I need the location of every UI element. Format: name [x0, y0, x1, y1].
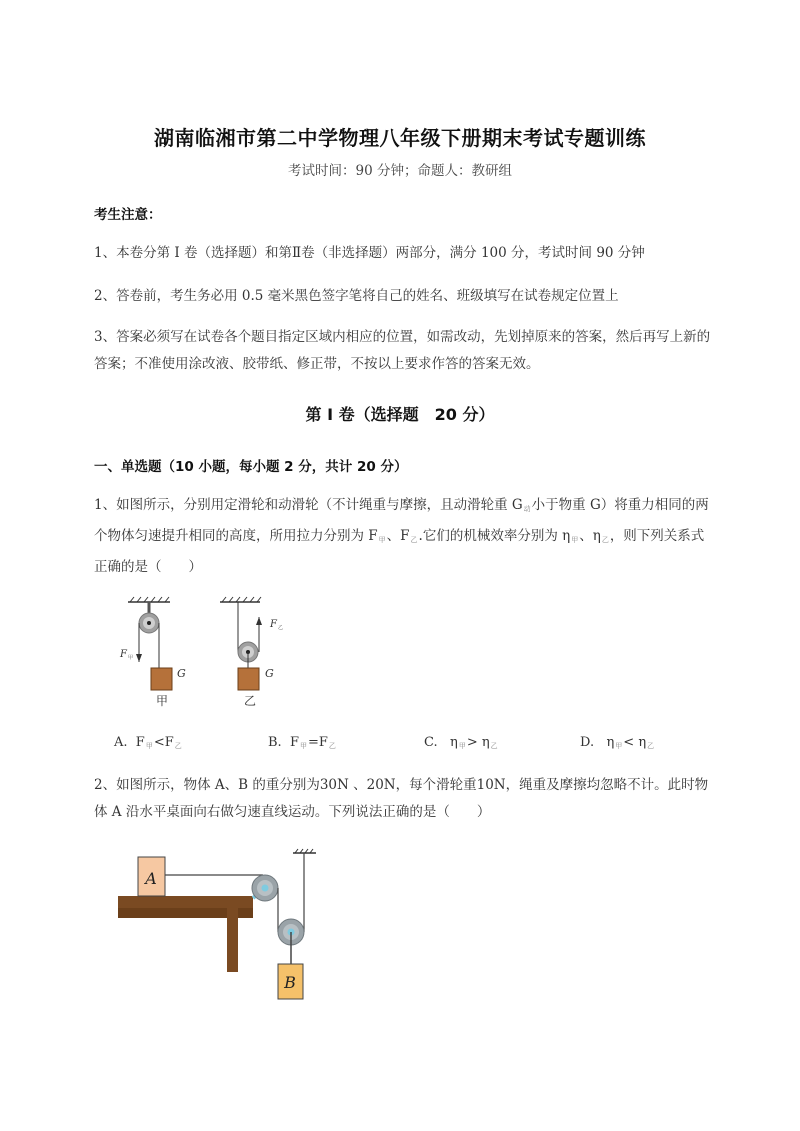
- page-title: 湖南临湘市第二中学物理八年级下册期末考试专题训练: [154, 126, 646, 150]
- exam-subtitle: 考试时间：90 分钟；命题人：教研组: [288, 163, 512, 179]
- notice-item-2: 2、答卷前，考生务必用 0.5 毫米黑色签字笔将自己的姓名、班级填写在试卷规定位置上: [94, 288, 619, 304]
- svg-text:G: G: [265, 667, 274, 680]
- fixed-pulley-diagram: [119, 597, 186, 690]
- section-title: 第 I 卷（选择题 20 分）: [305, 405, 495, 424]
- svg-text:甲: 甲: [128, 655, 134, 661]
- part-heading: 一、单选题（10 小题，每小题 2 分，共计 20 分）: [94, 459, 408, 475]
- svg-text:A: A: [145, 869, 157, 888]
- table-top: [118, 896, 253, 908]
- notice-item-1: 1、本卷分第 I 卷（选择题）和第Ⅱ卷（非选择题）两部分，满分 100 分，考试时间 90 分钟: [94, 245, 645, 261]
- figure-label-jia: 甲: [156, 694, 169, 708]
- pulley-figure-2: [110, 840, 340, 1010]
- svg-text:F: F: [120, 649, 127, 660]
- pulley-figure-1: [110, 592, 290, 692]
- notice-heading: 考生注意：: [94, 207, 162, 223]
- svg-text:F: F: [270, 619, 277, 630]
- option-c[interactable]: C. $\eta_甲> \eta_乙$: [424, 735, 498, 750]
- question-1-text: 1、如图所示，分别用定滑轮和动滑轮（不计绳重与摩擦，且动滑轮重 $G_动$小于物重 G）将重力相同的两个物体匀速提升相同的高度，所用拉力分别为 $F_甲$、$F_乙$.它们的机械效率分别为 $\eta_甲$、$\eta_乙$，则下列关系式正确的是（ ）: [94, 497, 709, 575]
- option-a[interactable]: A. $F_甲<F_乙$: [114, 735, 182, 750]
- svg-text:B: B: [284, 973, 296, 992]
- svg-text:乙: 乙: [278, 625, 284, 631]
- question-2-text: 2、如图所示，物体 A、B 的重分别为30N 、20N，每个滑轮重10N，绳重及摩擦均忽略不计。此时物体 A 沿水平桌面向右做匀速直线运动。下列说法正确的是（ ）: [94, 777, 709, 820]
- notice-item-3: 3、答案必须写在试卷各个题目指定区域内相应的位置，如需改动，先划掉原来的答案，然后再写上新的答案；不准使用涂改液、胶带纸、修正带，不按以上要求作答的答案无效。: [94, 329, 711, 372]
- figure-label-yi: 乙: [244, 694, 257, 708]
- option-d[interactable]: D. $\eta_甲< \eta_乙$: [580, 735, 655, 750]
- svg-text:G: G: [177, 667, 186, 680]
- option-b[interactable]: B. $F_甲=F_乙$: [268, 735, 336, 750]
- movable-pulley-diagram: [220, 597, 283, 690]
- table-leg: [227, 908, 238, 972]
